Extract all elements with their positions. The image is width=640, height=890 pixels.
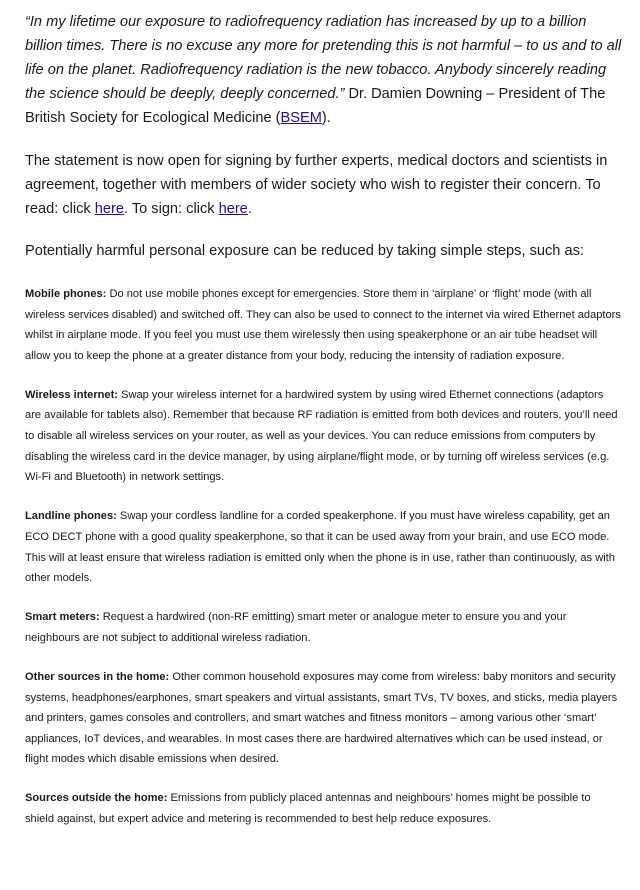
tip-title: Mobile phones: bbox=[25, 288, 107, 300]
lead-paragraph: Potentially harmful personal exposure can be reduced by taking simple steps, such as: bbox=[25, 243, 584, 259]
tip-smart-meters bbox=[25, 607, 622, 648]
tip-landline-phones bbox=[25, 506, 622, 588]
tip-title: Sources outside the home: bbox=[25, 792, 168, 805]
tip-title: Other sources in the home: bbox=[25, 670, 170, 683]
statement-mid: . To sign: click bbox=[123, 201, 219, 217]
statement-text: The statement is now open for signing by further experts, medical doctors and scientists in agreement, together with members of wider society who wish to register their concern. To read: click bbox=[25, 153, 608, 217]
tip-sources-outside-home bbox=[25, 788, 622, 829]
tip-other-sources-home bbox=[25, 667, 622, 770]
tip-mobile-phones bbox=[25, 284, 622, 366]
statement-end: . bbox=[247, 201, 252, 217]
tip-title: Landline phones: bbox=[25, 510, 117, 523]
tip-text: Do not use mobile phones except for emergencies. Store them in ‘airplane’ or ‘flight’ mode (with all wireless services disabled) and switched off. They can also be used to connect to the internet via wired Ethernet adaptors whilst in airplane mode. If you feel you must use them wirelessly then using speakerphone or an air tube headset will allow you to keep the phone at a greater distance from your body, reducing the intensity of radiation exposure. bbox=[25, 288, 621, 362]
tip-title: Smart meters: bbox=[25, 611, 100, 624]
statement-paragraph bbox=[25, 149, 622, 221]
quote-text: “In my lifetime our exposure to radiofrequency radiation has increased by up to a billion billion times. There is no excuse any more for pretending this is not harmful – to us and to all life on the planet. Radiofrequency radiation is the new tobacco. Anybody sincerely reading the science should be deeply, deeply concerned.” bbox=[25, 14, 622, 102]
tip-title: Wireless internet: bbox=[25, 388, 118, 401]
tip-text: Other common household exposures may come from wireless: baby monitors and security systems, headphones/earphones, smart speakers and virtual assistants, smart TVs, TV boxes, and sticks, media players and printers, games consoles and controllers, and smart watches and fitness monitors – among various other ‘smart’ appliances, IoT devices, and wearables. In most cases there are hardwired alternatives which can be used instead, or flight modes which disable emissions when desired. bbox=[25, 670, 618, 766]
tip-text: Emissions from publicly placed antennas and neighbours’ homes might be possible to shield against, but expert advice and metering is recommended to best help reduce exposures. bbox=[25, 792, 591, 825]
read-here-link[interactable]: here bbox=[94, 201, 124, 217]
tip-text: Swap your cordless landline for a corded speakerphone. If you must have wireless capability, get an ECO DECT phone with a good quality speakerphone, so that it can be used away from your brain, and use ECO mode. This will at least ensure that wireless radiation is emitted only when the phone is in use, rather than continuously, as with other models. bbox=[25, 510, 615, 585]
sign-here-link[interactable]: here bbox=[218, 201, 248, 217]
quote-after: ). bbox=[321, 110, 331, 126]
tip-text: Request a hardwired (non-RF emitting) smart meter or analogue meter to ensure you and your neighbours are not subject to additional wireless radiation. bbox=[25, 611, 567, 644]
tip-text: Swap your wireless internet for a hardwired system by using wired Ethernet connections (adaptors are available for tablets also). Remember that because RF radiation is emitted from both devices and routers, you’ll need to disable all wireless services on your router, as well as your devices. You can reduce emissions from computers by disabling the wireless card in the device manager, by using airplane/flight mode, or by turning off wireless services (e.g. Wi-Fi and Bluetooth) in network settings. bbox=[25, 388, 618, 484]
quote-attribution: Dr. Damien Downing – President of The British Society for Ecological Medicine ( bbox=[25, 86, 606, 126]
tip-wireless-internet bbox=[25, 385, 622, 488]
quote-paragraph bbox=[25, 0, 622, 130]
bsem-link[interactable]: BSEM bbox=[280, 110, 322, 126]
